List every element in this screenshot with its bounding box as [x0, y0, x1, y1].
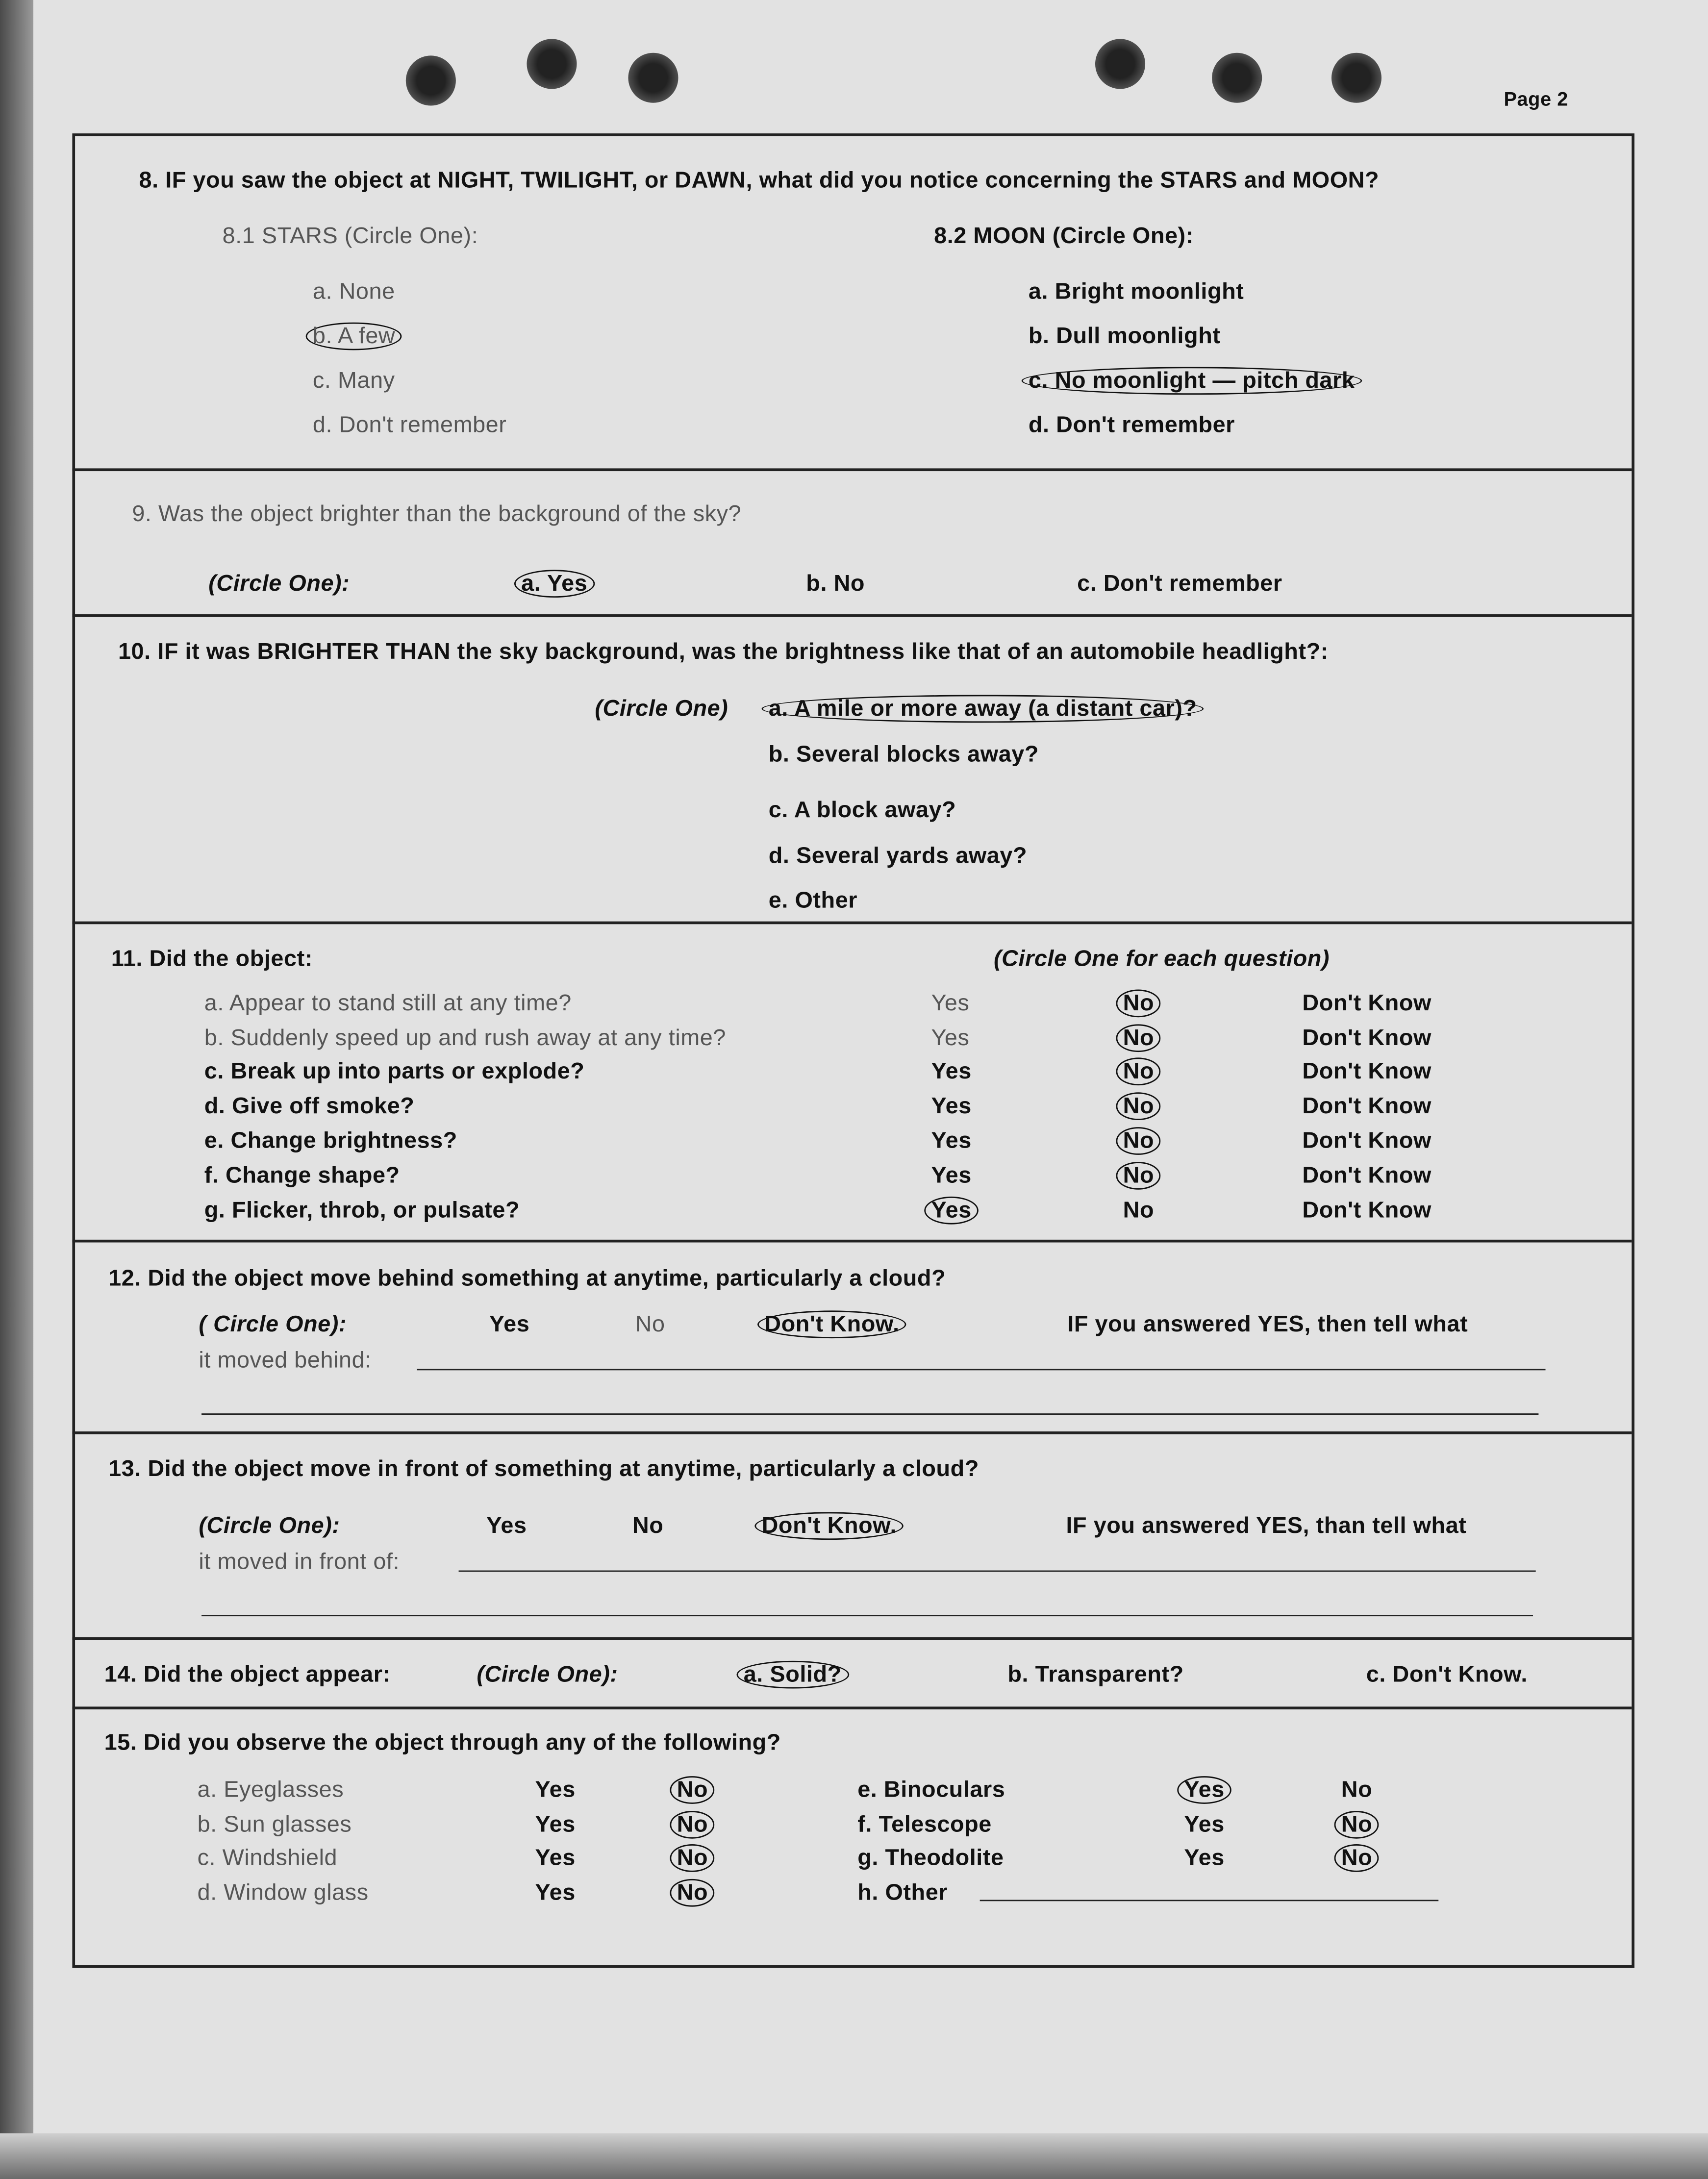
q15-row-label: [198, 1879, 369, 1907]
divider: [72, 1240, 1632, 1243]
q9-option[interactable]: [1077, 570, 1282, 598]
q11-circle-label: (Circle One for each question): [994, 946, 1330, 972]
q11-dont-know-option[interactable]: [1302, 1162, 1432, 1190]
q14-option[interactable]: [1366, 1661, 1528, 1689]
q10-question: 10. IF it was BRIGHTER THAN the sky background, was the brightness like that of an automobile headlight?:: [118, 639, 1329, 665]
q12-answer-line-2[interactable]: [201, 1413, 1538, 1415]
q11-yes-option-text[interactable]: Yes: [931, 1163, 972, 1188]
q15-no-option-circled-answer[interactable]: No: [670, 1879, 715, 1907]
q13-option[interactable]: [762, 1512, 904, 1540]
q11-no-option[interactable]: [1123, 1092, 1161, 1120]
q12-followup-label: it moved behind:: [199, 1348, 372, 1373]
q8-moon-option[interactable]: [1029, 323, 1221, 351]
q8-moon-option-circled-answer[interactable]: c. No moonlight — pitch dark: [1022, 367, 1362, 395]
q15-row-label: [857, 1811, 992, 1839]
q15-no-option[interactable]: [677, 1844, 715, 1872]
q11-no-option[interactable]: [1123, 1162, 1161, 1190]
q11-dont-know-option-text[interactable]: Don't Know: [1302, 1128, 1432, 1154]
q15-yes-option[interactable]: [535, 1879, 575, 1907]
q15-row-label-text: a. Eyeglasses: [197, 1777, 344, 1803]
q11-dont-know-option-text[interactable]: Don't Know: [1302, 1059, 1432, 1084]
q11-yes-option[interactable]: [931, 1197, 979, 1225]
divider: [72, 614, 1632, 617]
punch-hole-icon: [1095, 39, 1145, 89]
punch-hole-icon: [628, 53, 678, 103]
q15-row-label-text: e. Binoculars: [857, 1777, 1005, 1803]
q8-stars-label: 8.1 STARS (Circle One):: [222, 224, 478, 249]
q13-option-text[interactable]: No: [632, 1513, 664, 1539]
punch-hole-icon: [406, 55, 456, 105]
q11-row-label: [204, 1092, 415, 1120]
divider: [72, 1637, 1632, 1640]
q14-question: 14. Did the object appear:: [104, 1662, 391, 1687]
q15-no-option-circled-answer[interactable]: No: [670, 1811, 715, 1839]
q8-moon-label: 8.2 MOON (Circle One):: [934, 224, 1194, 249]
q11-dont-know-option[interactable]: [1302, 1127, 1432, 1155]
q8-moon-option-text[interactable]: a. Bright moonlight: [1028, 279, 1244, 304]
q13-option[interactable]: [486, 1512, 527, 1540]
q15-row-label-text: c. Windshield: [197, 1845, 338, 1871]
q12-option[interactable]: [764, 1310, 906, 1338]
q15-yes-option-text[interactable]: Yes: [1184, 1845, 1225, 1871]
q8-star-option[interactable]: [313, 411, 507, 439]
q13-circle-label: (Circle One):: [199, 1513, 340, 1539]
q12-answer-line[interactable]: [417, 1369, 1546, 1370]
q11-row-label-text: b. Suddenly speed up and rush away at any time?: [204, 1026, 726, 1051]
q15-row-label: [857, 1879, 948, 1907]
q14-option-text[interactable]: c. Don't Know.: [1366, 1662, 1528, 1687]
q9-option[interactable]: [806, 570, 865, 598]
q15-yes-option[interactable]: [535, 1844, 575, 1872]
q11-yes-option[interactable]: [931, 1057, 971, 1085]
q13-option[interactable]: [632, 1512, 664, 1540]
q11-no-option-text[interactable]: No: [1123, 1198, 1155, 1223]
q8-star-option[interactable]: [313, 278, 395, 306]
q15-no-option[interactable]: [1341, 1844, 1380, 1872]
q11-no-option-circled-answer[interactable]: No: [1116, 1127, 1161, 1155]
q8-star-option[interactable]: [313, 323, 402, 351]
q8-moon-option[interactable]: [1029, 278, 1244, 306]
q15-yes-option[interactable]: [1184, 1844, 1224, 1872]
punch-hole-icon: [1212, 53, 1262, 103]
q9-option-text[interactable]: b. No: [806, 571, 865, 597]
q13-followup: IF you answered YES, than tell what: [1066, 1513, 1467, 1539]
q15-yes-option[interactable]: [1184, 1811, 1224, 1839]
q11-dont-know-option[interactable]: [1302, 990, 1432, 1018]
q10-option[interactable]: [769, 796, 956, 824]
q15-yes-option[interactable]: [1184, 1776, 1231, 1804]
q15-other-line[interactable]: [980, 1900, 1439, 1901]
q11-dont-know-option[interactable]: [1302, 1092, 1432, 1120]
page-number: Page 2: [1504, 87, 1568, 110]
q10-option[interactable]: [769, 842, 1027, 870]
q8-moon-option-text[interactable]: d. Don't remember: [1028, 412, 1235, 438]
q15-yes-option-circled-answer[interactable]: Yes: [1177, 1776, 1231, 1804]
q11-row-label: [204, 1197, 520, 1225]
q11-no-option-circled-answer[interactable]: No: [1116, 990, 1161, 1018]
q9-option-circled-answer[interactable]: a. Yes: [514, 570, 595, 598]
q15-row-label-text: d. Window glass: [197, 1880, 369, 1905]
divider: [72, 1431, 1632, 1434]
q15-row-label: [198, 1776, 344, 1804]
q15-question: 15. Did you observe the object through any of the following?: [104, 1730, 781, 1755]
q8-question: 8. IF you saw the object at NIGHT, TWILIGHT, or DAWN, what did you notice concerning the STARS and MOON?: [139, 168, 1380, 194]
q13-option-circled-answer[interactable]: Don't Know.: [754, 1512, 904, 1540]
q11-row-label: [204, 990, 572, 1018]
q11-dont-know-option-text[interactable]: Don't Know: [1302, 1094, 1432, 1119]
q15-no-option-circled-answer[interactable]: No: [1334, 1811, 1380, 1839]
q15-yes-option-text[interactable]: Yes: [535, 1812, 576, 1837]
q12-option-text[interactable]: Yes: [489, 1312, 530, 1337]
q11-yes-option-text[interactable]: Yes: [931, 1128, 972, 1154]
q11-dont-know-option[interactable]: [1302, 1057, 1432, 1085]
q15-yes-option-text[interactable]: Yes: [535, 1880, 576, 1905]
q10-circle-label: (Circle One): [595, 696, 728, 722]
q10-option-circled-answer[interactable]: a. A mile or more away (a distant car)?: [762, 695, 1204, 723]
q15-yes-option[interactable]: [535, 1776, 575, 1804]
q9-option[interactable]: [521, 570, 594, 598]
q11-no-option[interactable]: [1123, 1057, 1161, 1085]
q11-no-option[interactable]: [1123, 1197, 1155, 1225]
q15-no-option[interactable]: [677, 1776, 715, 1804]
q8-moon-option[interactable]: [1029, 367, 1362, 395]
q8-star-option[interactable]: [313, 367, 395, 395]
q11-row-label-text: c. Break up into parts or explode?: [204, 1059, 585, 1084]
q11-yes-option-text[interactable]: Yes: [931, 1059, 972, 1084]
q15-no-option-circled-answer[interactable]: No: [670, 1844, 715, 1872]
q11-row-label: [204, 1024, 726, 1052]
q11-no-option-circled-answer[interactable]: No: [1116, 1092, 1161, 1120]
q11-no-option-circled-answer[interactable]: No: [1116, 1162, 1161, 1190]
q15-row-label-text: f. Telescope: [857, 1812, 992, 1837]
q9-question: 9. Was the object brighter than the background of the sky?: [132, 501, 742, 527]
q15-no-option[interactable]: [677, 1811, 715, 1839]
q15-yes-option-text[interactable]: Yes: [535, 1777, 576, 1803]
q15-row-label: [857, 1776, 1005, 1804]
q14-option-circled-answer[interactable]: a. Solid?: [737, 1661, 849, 1689]
q15-row-label-text: b. Sun glasses: [197, 1812, 352, 1837]
q15-no-option[interactable]: [1341, 1811, 1380, 1839]
q11-row-label: [204, 1127, 457, 1155]
q13-followup-label: it moved in front of:: [199, 1550, 400, 1575]
q8-moon-option-text[interactable]: b. Dull moonlight: [1028, 324, 1221, 349]
q9-circle-label: (Circle One):: [208, 571, 350, 597]
q11-row-label-text: a. Appear to stand still at any time?: [204, 991, 572, 1016]
q13-answer-line-2[interactable]: [201, 1615, 1533, 1616]
q11-yes-option[interactable]: [931, 1092, 971, 1120]
divider: [72, 1706, 1632, 1709]
q10-option-text[interactable]: b. Several blocks away?: [768, 742, 1039, 767]
q11-no-option[interactable]: [1123, 990, 1161, 1018]
q8-star-option-text[interactable]: a. None: [312, 279, 395, 304]
q11-no-option-circled-answer[interactable]: No: [1116, 1057, 1161, 1085]
q15-row-label: [857, 1844, 1004, 1872]
q14-option[interactable]: [744, 1661, 849, 1689]
q11-row-label-text: g. Flicker, throb, or pulsate?: [204, 1198, 520, 1223]
q14-circle-label: (Circle One):: [477, 1662, 618, 1687]
q11-dont-know-option-text[interactable]: Don't Know: [1302, 991, 1432, 1016]
q15-yes-option[interactable]: [535, 1811, 575, 1839]
q11-row-label-text: f. Change shape?: [204, 1163, 400, 1188]
punch-hole-icon: [1331, 53, 1381, 103]
q14-option-text[interactable]: b. Transparent?: [1007, 1662, 1184, 1687]
q10-option[interactable]: [769, 695, 1204, 723]
q12-question: 12. Did the object move behind something at anytime, particularly a cloud?: [108, 1266, 946, 1291]
q15-row-label: [198, 1844, 338, 1872]
q12-followup: IF you answered YES, then tell what: [1067, 1312, 1468, 1337]
divider: [72, 922, 1632, 925]
q10-option-text[interactable]: e. Other: [768, 888, 858, 913]
q10-option-text[interactable]: c. A block away?: [768, 798, 956, 823]
q15-no-option-circled-answer[interactable]: No: [1334, 1844, 1380, 1872]
q15-yes-option-text[interactable]: Yes: [1184, 1812, 1225, 1837]
punch-hole-icon: [527, 39, 577, 89]
q15-no-option-circled-answer[interactable]: No: [670, 1776, 715, 1804]
scan-edge: [0, 0, 33, 2179]
q11-dont-know-option-text[interactable]: Don't Know: [1302, 1026, 1432, 1051]
q11-question: 11. Did the object:: [111, 946, 313, 972]
q12-option[interactable]: [489, 1310, 529, 1338]
q13-answer-line[interactable]: [459, 1571, 1536, 1572]
q12-option[interactable]: [635, 1310, 665, 1338]
q11-yes-option-text[interactable]: Yes: [931, 1026, 970, 1051]
q11-yes-option[interactable]: [931, 1024, 969, 1052]
q12-option-circled-answer[interactable]: Don't Know.: [757, 1310, 906, 1338]
q10-option[interactable]: [769, 887, 857, 915]
q15-row-label-text: h. Other: [857, 1880, 948, 1905]
q15-yes-option-text[interactable]: Yes: [535, 1845, 576, 1871]
divider: [72, 468, 1632, 471]
q11-row-label: [204, 1057, 585, 1085]
q11-yes-option[interactable]: [931, 1162, 971, 1190]
q14-option[interactable]: [1007, 1661, 1183, 1689]
q15-no-option[interactable]: [677, 1879, 715, 1907]
q11-row-label-text: e. Change brightness?: [204, 1128, 457, 1154]
q11-row-label: [204, 1162, 400, 1190]
q11-no-option-circled-answer[interactable]: No: [1116, 1024, 1161, 1052]
q11-dont-know-option[interactable]: [1302, 1197, 1432, 1225]
q11-yes-option-circled-answer[interactable]: Yes: [924, 1197, 979, 1225]
q11-no-option[interactable]: [1123, 1024, 1161, 1052]
q10-option[interactable]: [769, 741, 1039, 769]
q12-option-text[interactable]: No: [635, 1312, 665, 1337]
q15-no-option[interactable]: [1341, 1776, 1373, 1804]
q12-circle-label: ( Circle One):: [199, 1312, 347, 1337]
q8-star-option-circled-answer[interactable]: b. A few: [306, 323, 402, 351]
q11-yes-option[interactable]: [931, 1127, 971, 1155]
q11-dont-know-option-text[interactable]: Don't Know: [1302, 1163, 1432, 1188]
q15-row-label-text: g. Theodolite: [857, 1845, 1004, 1871]
q9-option-text[interactable]: c. Don't remember: [1077, 571, 1282, 597]
q11-no-option[interactable]: [1123, 1127, 1161, 1155]
q11-dont-know-option[interactable]: [1302, 1024, 1432, 1052]
q10-option-text[interactable]: d. Several yards away?: [768, 843, 1028, 869]
q11-yes-option-text[interactable]: Yes: [931, 1094, 972, 1119]
q11-yes-option[interactable]: [931, 990, 969, 1018]
q15-no-option-text[interactable]: No: [1341, 1777, 1373, 1803]
q11-yes-option-text[interactable]: Yes: [931, 991, 970, 1016]
q13-question: 13. Did the object move in front of something at anytime, particularly a cloud?: [108, 1456, 979, 1482]
q8-moon-option[interactable]: [1029, 411, 1235, 439]
q11-dont-know-option-text[interactable]: Don't Know: [1302, 1198, 1432, 1223]
scan-bottom-edge: [0, 2133, 1708, 2179]
q15-row-label: [198, 1811, 352, 1839]
q13-option-text[interactable]: Yes: [486, 1513, 527, 1539]
q8-star-option-text[interactable]: d. Don't remember: [312, 412, 507, 438]
q11-row-label-text: d. Give off smoke?: [204, 1094, 415, 1119]
q8-star-option-text[interactable]: c. Many: [312, 368, 395, 394]
